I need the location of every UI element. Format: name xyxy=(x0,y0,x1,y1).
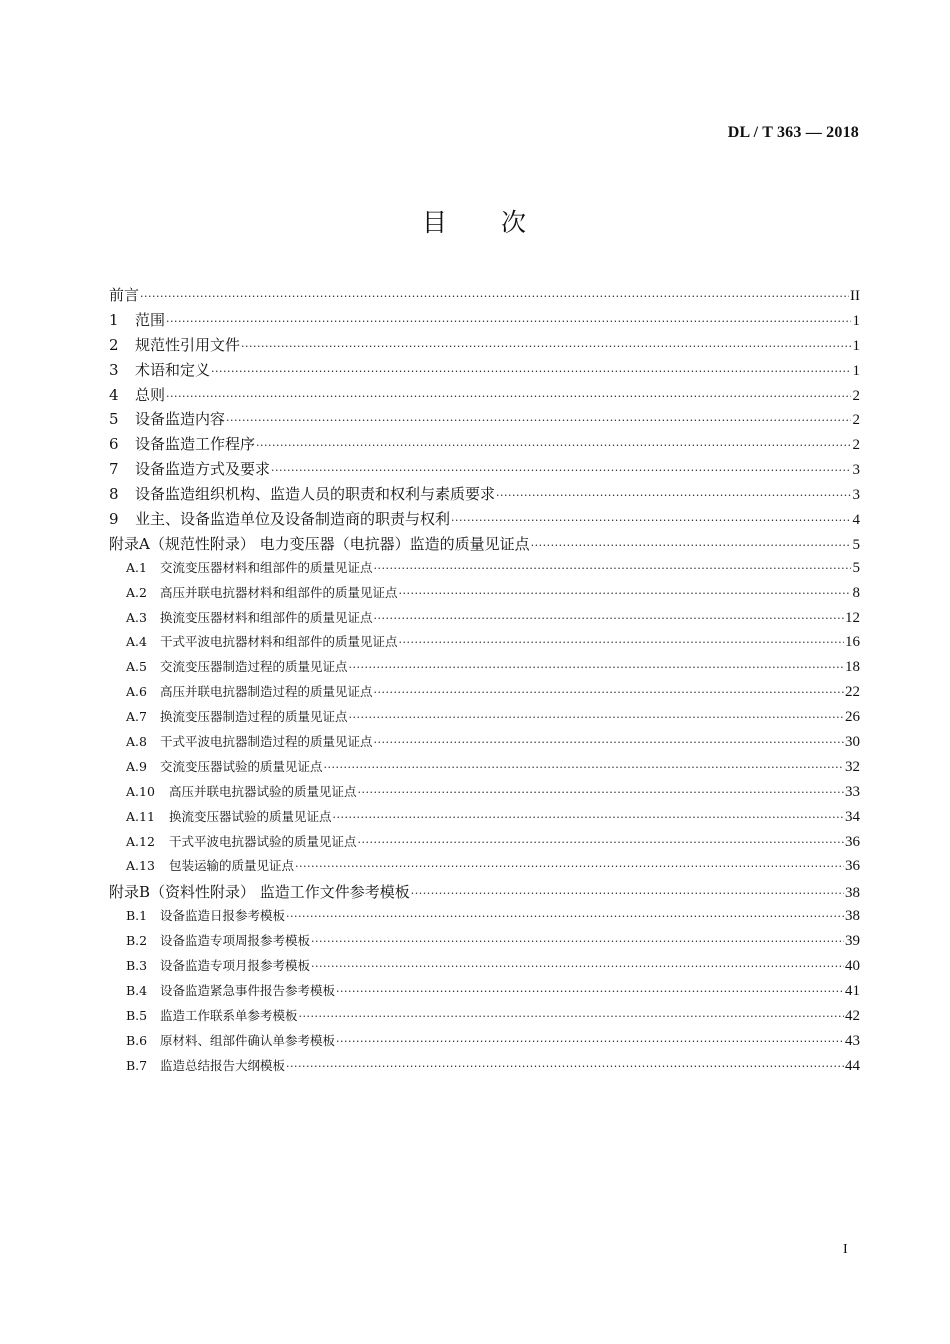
toc-entry-number: B.4 xyxy=(126,982,148,998)
toc-entry-number: A.9 xyxy=(126,758,147,774)
toc-entry-number: A.12 xyxy=(126,833,155,849)
toc-entry[interactable] xyxy=(109,732,860,757)
toc-entry-number: B.2 xyxy=(126,933,148,949)
toc-entry-page: 42 xyxy=(845,1007,860,1024)
toc-entry-page: 8 xyxy=(852,584,860,601)
dot-leader xyxy=(256,439,851,452)
toc-entry[interactable] xyxy=(109,334,860,359)
dot-leader xyxy=(399,636,844,649)
toc-entry-page: 2 xyxy=(852,412,860,429)
toc-entry-page: 1 xyxy=(852,362,860,379)
toc-entry-page: 40 xyxy=(845,958,860,975)
dot-leader xyxy=(336,1035,844,1048)
toc-entry-number: 8 xyxy=(109,485,119,504)
toc-entry-page: 22 xyxy=(845,684,860,701)
toc-entry-page: 36 xyxy=(845,858,860,875)
toc-entry-label: 原材料、组部件确认单参考模板 xyxy=(160,1032,336,1048)
toc-entry-label: 干式平波电抗器试验的质量见证点 xyxy=(169,833,357,849)
toc-entry-page: II xyxy=(850,288,860,304)
dot-leader xyxy=(333,811,844,824)
toc-entry-page: 34 xyxy=(845,808,860,825)
toc-entry-label: 高压并联电抗器制造过程的质量见证点 xyxy=(160,684,373,700)
toc-entry-page: 2 xyxy=(852,437,860,454)
toc-entry[interactable] xyxy=(109,1006,860,1031)
toc-entry-label: 设备监造专项周报参考模板 xyxy=(160,933,311,949)
toc-entry[interactable] xyxy=(109,782,860,807)
toc-entry-label: 附录B（资料性附录） 监造工作文件参考模板 xyxy=(109,883,410,902)
toc-entry-label: 设备监造专项月报参考模板 xyxy=(160,958,311,974)
dot-leader xyxy=(358,786,844,799)
toc-entry-number: A.4 xyxy=(126,634,147,650)
toc-entry-number: B.3 xyxy=(126,958,148,974)
toc-entry-label: 业主、设备监造单位及设备制造商的职责与权利 xyxy=(135,510,451,529)
toc-entry-page: 3 xyxy=(852,487,860,504)
dot-leader xyxy=(411,887,844,900)
toc-entry-number: 4 xyxy=(109,385,119,404)
toc-entry[interactable] xyxy=(109,632,860,657)
dot-leader xyxy=(166,390,851,403)
toc-entry-label: 交流变压器材料和组部件的质量见证点 xyxy=(160,559,373,575)
toc-entry[interactable] xyxy=(109,408,860,433)
dot-leader xyxy=(324,761,844,774)
toc-entry-page: 44 xyxy=(845,1057,860,1074)
toc-entry-page: 3 xyxy=(852,462,860,479)
dot-leader xyxy=(140,290,849,303)
toc-entry[interactable] xyxy=(109,458,860,483)
toc-entry-label: 设备监造内容 xyxy=(135,410,226,429)
toc-entry-page: 4 xyxy=(852,512,860,529)
toc-entry-label: 高压并联电抗器试验的质量见证点 xyxy=(169,783,357,799)
toc-entry-page: 5 xyxy=(852,536,860,553)
toc-entry-label: 范围 xyxy=(135,310,166,329)
dot-leader xyxy=(166,315,851,328)
toc-entry[interactable] xyxy=(109,384,860,409)
dot-leader xyxy=(286,910,844,923)
toc-entry-number: A.5 xyxy=(126,659,147,675)
toc-entry-number: A.10 xyxy=(126,783,155,799)
toc-entry[interactable] xyxy=(109,558,860,583)
toc-entry-number: A.3 xyxy=(126,609,147,625)
toc-entry-page: 16 xyxy=(845,634,860,651)
toc-entry-number: 7 xyxy=(109,460,119,479)
toc-entry[interactable] xyxy=(109,284,860,309)
dot-leader xyxy=(399,587,851,600)
toc-entry-label: 换流变压器试验的质量见证点 xyxy=(169,808,332,824)
dot-leader xyxy=(349,711,844,724)
page-title xyxy=(0,203,950,239)
dot-leader xyxy=(286,1060,844,1073)
toc-entry-page: 12 xyxy=(845,609,860,626)
toc-entry[interactable] xyxy=(109,433,860,458)
dot-leader xyxy=(311,960,844,973)
toc-entry-number: 9 xyxy=(109,510,119,529)
toc-entry-number: 3 xyxy=(109,360,119,379)
dot-leader xyxy=(374,612,844,625)
dot-leader xyxy=(311,935,844,948)
toc-entry-page: 39 xyxy=(845,933,860,950)
dot-leader xyxy=(531,539,851,552)
toc-entry-label: 换流变压器制造过程的质量见证点 xyxy=(160,709,348,725)
dot-leader xyxy=(299,1010,844,1023)
toc-entry[interactable] xyxy=(109,657,860,682)
dot-leader xyxy=(226,414,851,427)
toc-entry-page: 26 xyxy=(845,709,860,726)
toc-entry-label: 设备监造工作程序 xyxy=(135,435,256,454)
dot-leader xyxy=(496,489,851,502)
toc-entry-number: B.5 xyxy=(126,1007,148,1023)
toc-entry[interactable] xyxy=(109,583,860,608)
toc-entry[interactable] xyxy=(109,757,860,782)
toc-entry-label: 前言 xyxy=(109,286,140,304)
toc-entry-page: 41 xyxy=(845,982,860,999)
toc-entry-number: A.2 xyxy=(126,584,147,600)
toc-entry-page: 36 xyxy=(845,833,860,850)
title-char-2: 次 xyxy=(501,208,529,237)
toc-entry-number: A.13 xyxy=(126,858,155,874)
toc-entry-page: 2 xyxy=(852,387,860,404)
toc-entry[interactable] xyxy=(109,608,860,633)
toc-entry-label: 交流变压器制造过程的质量见证点 xyxy=(160,659,348,675)
toc-entry[interactable] xyxy=(109,832,860,857)
toc-entry-label: 术语和定义 xyxy=(135,360,211,379)
toc-entry-page: 5 xyxy=(852,559,860,576)
toc-entry[interactable] xyxy=(109,483,860,508)
toc-entry-label: 干式平波电抗器制造过程的质量见证点 xyxy=(160,734,373,750)
toc-entry[interactable] xyxy=(109,533,860,558)
toc-entry[interactable] xyxy=(109,856,860,881)
title-char-1: 目 xyxy=(421,208,449,237)
toc-entry-page: 38 xyxy=(845,885,860,902)
toc-entry-page: 18 xyxy=(845,659,860,676)
dot-leader xyxy=(374,686,844,699)
toc-entry-number: A.8 xyxy=(126,734,147,750)
dot-leader xyxy=(241,340,851,353)
toc-entry-page: 38 xyxy=(845,908,860,925)
toc-entry-label: 规范性引用文件 xyxy=(135,335,241,354)
dot-leader xyxy=(451,514,851,527)
toc-entry[interactable] xyxy=(109,1056,860,1081)
toc-entry-page: 30 xyxy=(845,734,860,751)
toc-entry[interactable] xyxy=(109,707,860,732)
toc-entry-label: 设备监造方式及要求 xyxy=(135,460,271,479)
toc-entry-number: A.7 xyxy=(126,709,147,725)
toc-entry-label: 干式平波电抗器材料和组部件的质量见证点 xyxy=(160,634,398,650)
toc-entry-number: 1 xyxy=(109,310,119,329)
toc-entry[interactable] xyxy=(109,508,860,533)
toc-entry-page: 33 xyxy=(845,783,860,800)
dot-leader xyxy=(349,661,844,674)
toc-entry-number: B.1 xyxy=(126,908,148,924)
toc-entry-label: 包装运输的质量见证点 xyxy=(169,858,295,874)
toc-entry[interactable] xyxy=(109,906,860,931)
toc-entry-page: 1 xyxy=(852,337,860,354)
toc-entry[interactable] xyxy=(109,359,860,384)
table-of-contents xyxy=(109,284,860,1081)
dot-leader xyxy=(358,836,844,849)
toc-entry-label: 附录A（规范性附录） 电力变压器（电抗器）监造的质量见证点 xyxy=(109,534,530,553)
toc-entry-page: 43 xyxy=(845,1032,860,1049)
toc-entry[interactable] xyxy=(109,309,860,334)
toc-entry-label: 设备监造组织机构、监造人员的职责和权利与素质要求 xyxy=(135,485,496,504)
toc-entry-number: 2 xyxy=(109,335,119,354)
toc-entry[interactable] xyxy=(109,931,860,956)
toc-entry-label: 交流变压器试验的质量见证点 xyxy=(160,758,323,774)
dot-leader xyxy=(295,860,844,873)
toc-entry-number: B.6 xyxy=(126,1032,148,1048)
toc-entry-label: 高压并联电抗器材料和组部件的质量见证点 xyxy=(160,584,398,600)
page-number: I xyxy=(843,1242,848,1257)
dot-leader xyxy=(336,985,844,998)
toc-entry-label: 监造总结报告大纲模板 xyxy=(160,1057,286,1073)
toc-entry-label: 设备监造日报参考模板 xyxy=(160,908,286,924)
dot-leader xyxy=(374,736,844,749)
toc-entry-number: 5 xyxy=(109,410,119,429)
toc-entry-label: 总则 xyxy=(135,385,166,404)
toc-entry[interactable] xyxy=(109,682,860,707)
toc-entry-number: B.7 xyxy=(126,1057,148,1073)
toc-entry[interactable] xyxy=(109,981,860,1006)
document-code: DL / T 363 — 2018 xyxy=(727,124,859,141)
toc-entry[interactable] xyxy=(109,1031,860,1056)
toc-entry-number: A.6 xyxy=(126,684,147,700)
toc-entry[interactable] xyxy=(109,956,860,981)
toc-entry-page: 32 xyxy=(845,758,860,775)
toc-entry-number: A.11 xyxy=(126,808,155,824)
toc-entry[interactable] xyxy=(109,807,860,832)
dot-leader xyxy=(211,365,851,378)
toc-entry-label: 换流变压器材料和组部件的质量见证点 xyxy=(160,609,373,625)
toc-entry-number: 6 xyxy=(109,435,119,454)
dot-leader xyxy=(374,562,851,575)
toc-entry-page: 1 xyxy=(852,312,860,329)
dot-leader xyxy=(271,464,851,477)
toc-entry-label: 设备监造紧急事件报告参考模板 xyxy=(160,982,336,998)
toc-entry-number: A.1 xyxy=(126,559,147,575)
toc-entry-label: 监造工作联系单参考模板 xyxy=(160,1007,298,1023)
toc-entry[interactable] xyxy=(109,881,860,906)
